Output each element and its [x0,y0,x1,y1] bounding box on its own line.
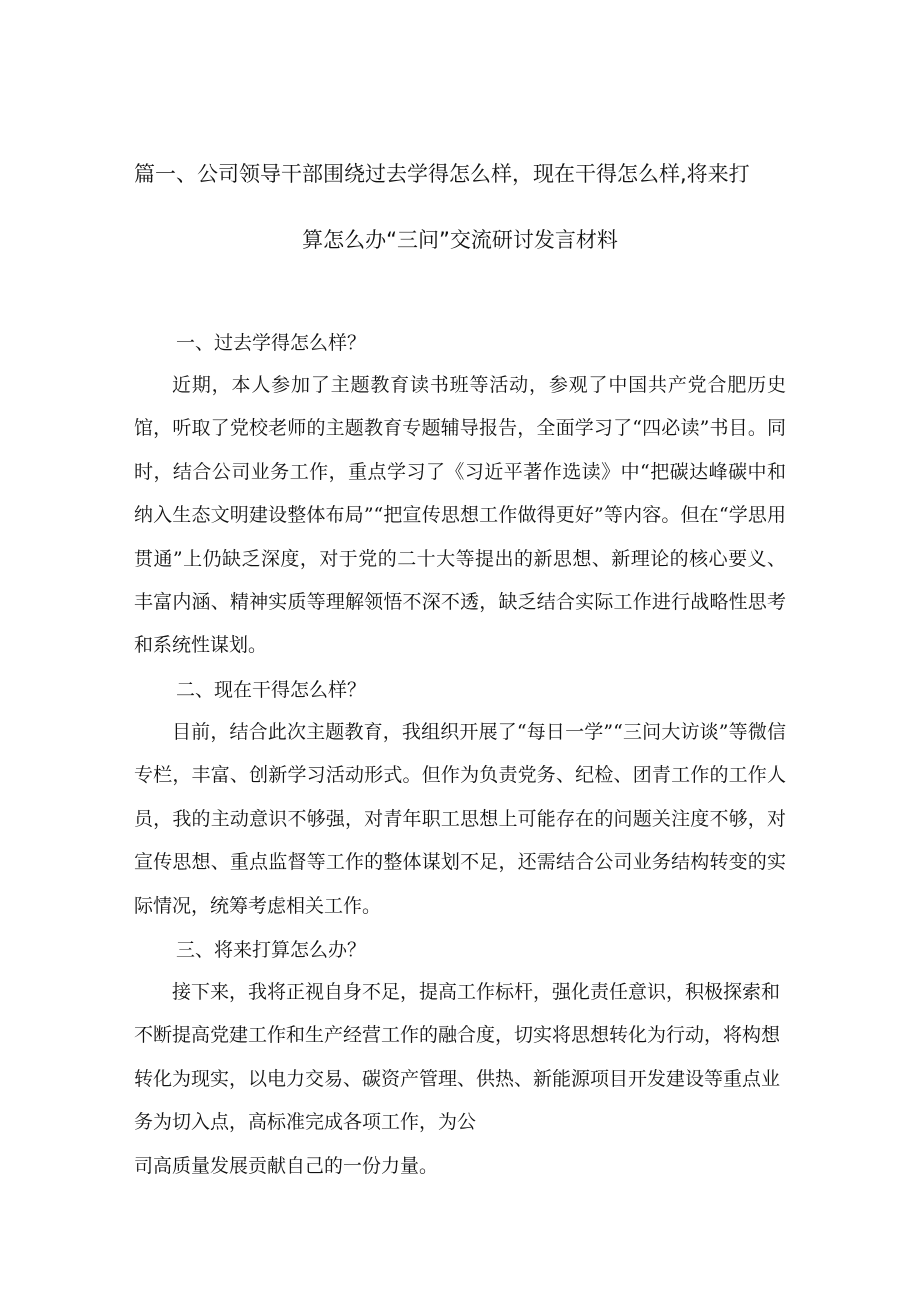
section-3-body: 接下来，我将正视自身不足，提高工作标杆，强化责任意识，积极探索和不断提高党建工作和生产经营工作的融合度，切实将思想转化为行动，将构想转化为现实，以电力交易、碳资产管理、供热、新能源项目开发建设等重点业务为切入点，高标准完成各项工作，为公 [134,981,781,1134]
section-1-heading: 一、过去学得怎么样？ [176,332,367,354]
section-3-heading: 三、将来打算怎么办？ [176,939,367,961]
section-2-heading: 二、现在干得怎么样？ [176,679,367,701]
section-2-body: 目前，结合此次主题教育，我组织开展了“每日一学”“三问大访谈”等微信专栏，丰富、创新学习活动形式。但作为负责党务、纪检、团青工作的工作人员，我的主动意识不够强，对青年职工思想上可能存在的问题关注度不够，对宣传思想、重点监督等工作的整体谋划不足，还需结合公司业务结构转变的实际情况，统筹考虑相关工作。 [134,721,786,917]
document-title-line-1: 篇一、公司领导干部围绕过去学得怎么样，现在干得怎么样,将来打 [134,162,750,186]
section-1-body: 近期，本人参加了主题教育读书班等活动，参观了中国共产党合肥历史馆，听取了党校老师的主题教育专题辅导报告，全面学习了“四必读”书目。同时，结合公司业务工作，重点学习了《习近平著作选读》中“把碳达峰碳中和纳入生态文明建设整体布局”“把宣传思想工作做得更好”等内容。但在“学思用贯通”上仍缺乏深度，对于党的二十大等提出的新思想、新理论的核心要义、丰富内涵、精神实质等理解领悟不深不透，缺乏结合实际工作进行战略性思考和系统性谋划。 [134,374,786,657]
document-title-line-2: 算怎么办“三问”交流研讨发言材料 [302,228,618,252]
section-3-body-tail: 司高质量发展贡献自己的一份力量。 [134,1155,439,1177]
